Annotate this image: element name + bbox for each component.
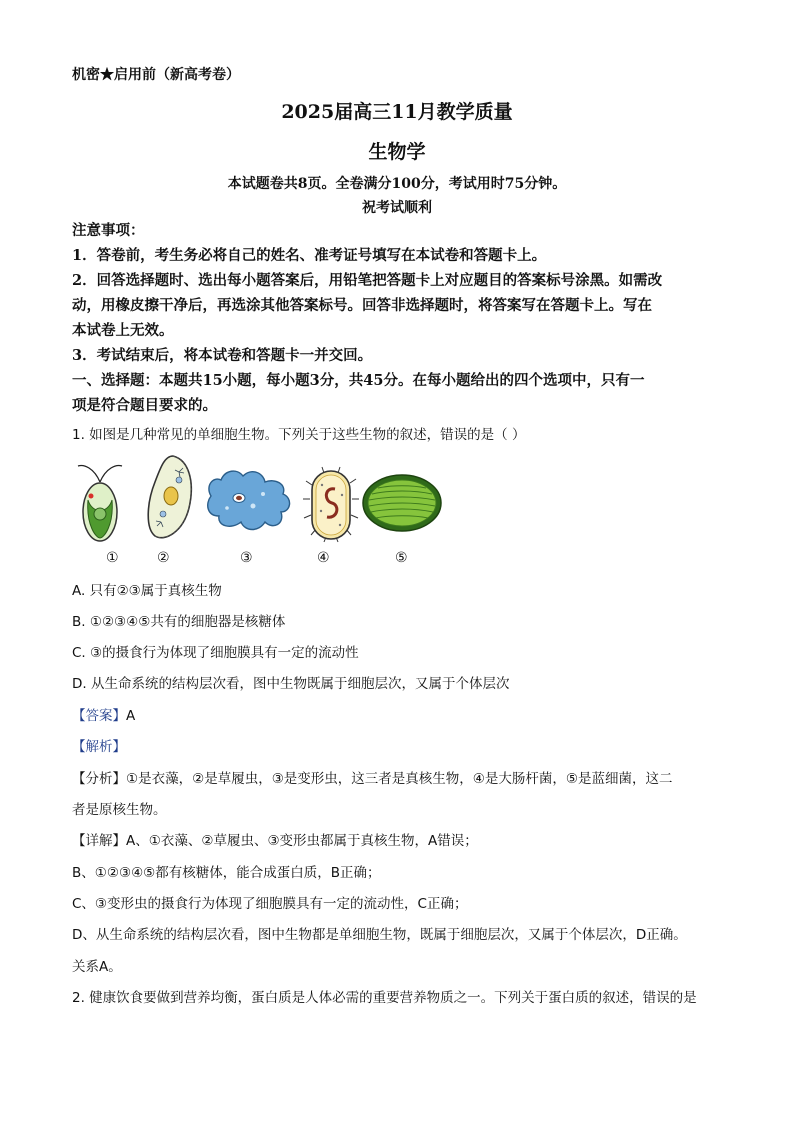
paramecium-figure [143,452,199,544]
note-item-2-line-3: 本试卷上无效。 [72,322,174,339]
detail-line-d: D、从生命系统的结构层次看，图中生物都是单细胞生物，既属于细胞层次，又属于个体层次，D正确。 [72,927,687,943]
note-item-3: 3．考试结束后，将本试卷和答题卡一并交回。 [72,347,373,364]
detail-text-a: A、①衣藻、②草履虫、③变形虫都属于真核生物，A错误； [126,833,478,849]
answer-tag: 【答案】 [72,708,126,724]
ecoli-figure [302,465,360,543]
fenxi-tag: 【分析】 [72,771,126,787]
figure-label-1: ① [106,550,119,566]
option-b: B. ①②③④⑤共有的细胞器是核糖体 [72,614,286,630]
analysis-tag: 【解析】 [72,739,126,755]
section-heading-line-1: 一、选择题：本题共15小题，每小题3分，共45分。在每小题给出的四个选项中，只有一 [72,372,645,389]
figure-label-5: ⑤ [395,550,408,566]
answer-value: A [126,708,136,724]
conclusion-line: 关系A。 [72,959,122,975]
note-item-2-line-2: 动，用橡皮擦干净后，再选涂其他答案标号。回答非选择题时，将答案写在答题卡上。写在 [72,297,652,314]
section-heading-line-2: 项是符合题目要求的。 [72,397,217,414]
fenxi-text-1: ①是衣藻，②是草履虫，③是变形虫，这三者是真核生物，④是大肠杆菌，⑤是蓝细菌，这二 [126,771,673,787]
note-item-2-line-1: 2．回答选择题时、选出每小题答案后，用铅笔把答题卡上对应题目的答案标号涂黑。如需改 [72,272,663,289]
figure-label-2: ② [157,550,170,566]
chlamydomonas-figure [74,460,126,546]
amoeba-figure [203,466,295,536]
exam-wish: 祝考试顺利 [362,200,432,216]
figure-label-4: ④ [317,550,330,566]
detail-line-b: B、①②③④⑤都有核糖体，能合成蛋白质，B正确； [72,865,381,881]
notes-heading: 注意事项： [72,222,145,239]
answer-line [72,704,135,724]
question-2-stem: 2. 健康饮食要做到营养均衡，蛋白质是人体必需的重要营养物质之一。下列关于蛋白质的叙述，错误的是 [72,990,697,1006]
question-1-stem: 1. 如图是几种常见的单细胞生物。下列关于这些生物的叙述，错误的是（ ） [72,427,526,443]
fenxi-line-2: 者是原核生物。 [72,802,167,818]
option-c: C. ③的摄食行为体现了细胞膜具有一定的流动性 [72,645,359,661]
cyanobacterium-figure [360,472,444,534]
figure-label-3: ③ [240,550,253,566]
exam-title: 2025届高三11月教学质量 [281,101,513,123]
option-a: A. 只有②③属于真核生物 [72,583,222,599]
exam-info: 本试题卷共8页。全卷满分100分，考试用时75分钟。 [227,176,567,192]
detail-line-c: C、③变形虫的摄食行为体现了细胞膜具有一定的流动性，C正确； [72,896,468,912]
detail-tag: 【详解】 [72,833,126,849]
fenxi-line-1 [72,767,673,787]
detail-line-a [72,829,478,849]
note-item-1: 1．答卷前，考生务必将自己的姓名、准考证号填写在本试卷和答题卡上。 [72,247,547,264]
confidential-note: 机密★启用前（新高考卷） [72,67,240,83]
option-d: D. 从生命系统的结构层次看，图中生物既属于细胞层次，又属于个体层次 [72,676,510,692]
subject-title: 生物学 [368,141,426,163]
